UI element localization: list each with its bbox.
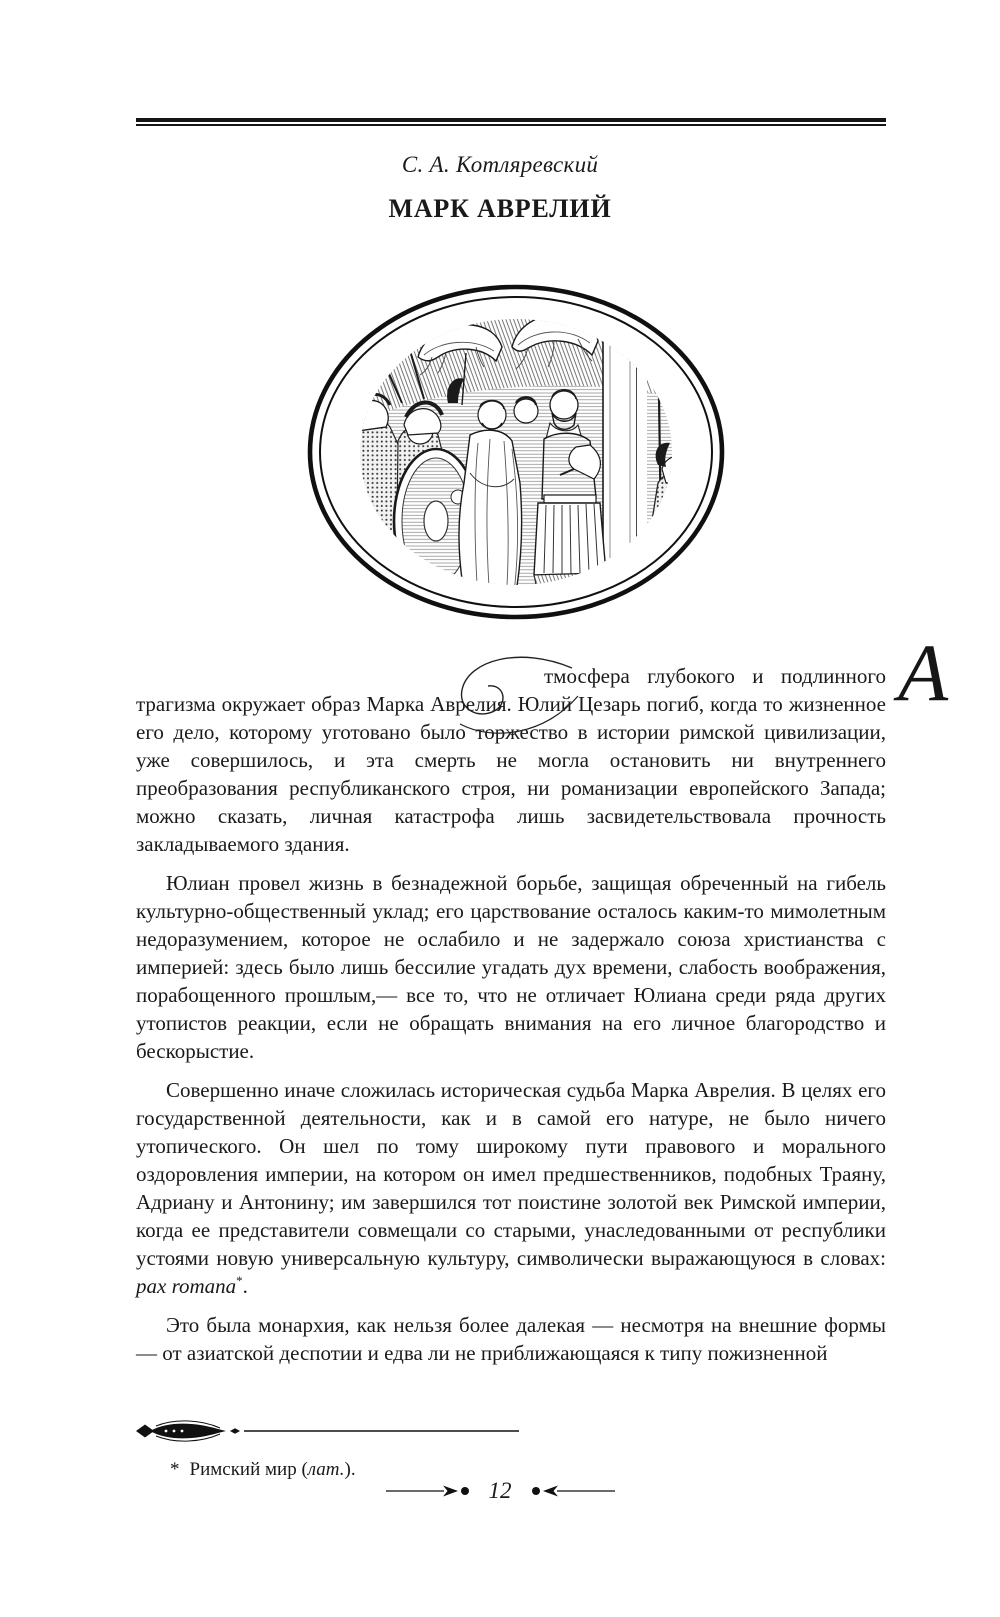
drop-cap-letter: А — [898, 627, 949, 718]
footnote-close: ). — [344, 1459, 356, 1480]
paragraph-3 — [136, 1076, 886, 1300]
footnote-area — [136, 1420, 886, 1481]
engraving-roman-soldiers-svg — [306, 283, 726, 621]
footnote-body: Римский мир ( — [189, 1459, 308, 1480]
footer-ornament-right-icon — [527, 1483, 615, 1499]
paragraph-4: Это была монархия, как нельзя более далекая — несмотря на внешние формы — от азиатской деспотии и едва ли не приближающаяся к типу пожизненной — [136, 1313, 886, 1365]
paragraph-2: Юлиан провел жизнь в безнадежной борьбе, защищая обреченный на гибель культурно-общественный уклад; его царствование осталось каким-то мимолетным недоразумением, которое не ослабило и не задержало союза христианства с империей: здесь было лишь бессилие угадать дух времени, слабость воображения, порабощенного прошлым,— все то, что не отличает Юлиана среди ряда других утопистов реакции, если не обращать внимания на его личное благородство и бескорыстие. — [136, 871, 886, 1063]
page-footer — [0, 1478, 1000, 1504]
header-double-rule — [136, 118, 886, 126]
paragraph-1 — [136, 627, 949, 858]
page-number: 12 — [488, 1478, 512, 1503]
paragraph-3-text: Совершенно иначе сложилась историческая судьба Марка Аврелия. В целях его государственной деятельности, как и в самой его натуре, не было ничего утопического. Он шел по тому широкому пути правового и морального оздоровления империи, на котором он имел предшественников, подобных Траяну, Адриану и Антонину; им завершился тот поистине золотой век Римской империи, когда ее представители совмещали со старыми, унаследованными от республики устоями новую универсальную культуру, символически выражающуюся в словах: — [136, 1078, 886, 1270]
footnote-marker: * — [170, 1459, 180, 1480]
footnote-reference-asterisk: * — [236, 1273, 243, 1288]
engraving-roman-soldiers — [306, 283, 726, 621]
paragraph-1-text: тмосфера глубокого и подлинного трагизма окружает образ Марка Аврелия. Юлий Цезарь погиб, когда то жизненное его дело, которому уготовано было торжество в истории римской цивилизации, уже совершилось, и эта смерть не могла остановить ни внутреннего преобразования республиканского строя, ни романизации европейского Запада; можно сказать, личная катастрофа лишь засвидетельствовала прочность закладываемого здания. — [136, 664, 886, 856]
paragraph-3-period: . — [242, 1274, 248, 1298]
footnote-separator-ornament — [136, 1420, 886, 1442]
page-title: МАРК АВРЕЛИЙ — [388, 194, 612, 223]
header-rule-thin — [136, 124, 886, 126]
article-body — [136, 627, 949, 1367]
header-rule-thick — [136, 118, 886, 122]
footer-ornament-left-icon — [386, 1483, 474, 1499]
fleuron-arrow-icon — [136, 1420, 519, 1442]
author-name: С. А. Котляревский — [401, 152, 599, 177]
latin-phrase: pax romana — [136, 1274, 237, 1298]
footnote-lang-abbr: лат. — [307, 1459, 345, 1480]
